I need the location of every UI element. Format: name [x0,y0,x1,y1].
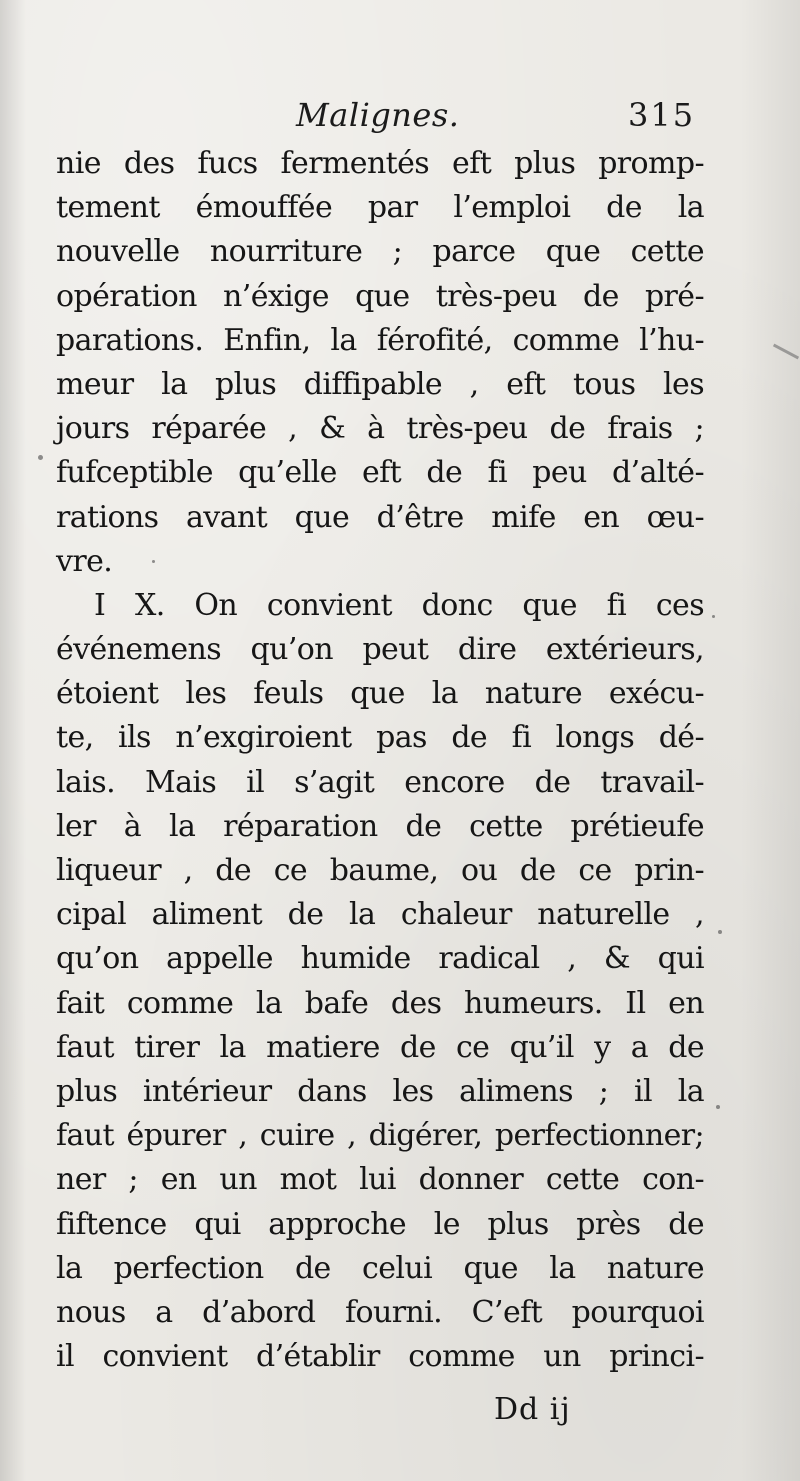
text-line: nouvelle nourriture ; parce que cette [56,234,704,270]
text-line: ner ; en un mot lui donner cette con- [56,1162,704,1198]
paper-speck [718,930,722,934]
text-line: fiftence qui approche le plus près de [56,1206,704,1242]
page-number: 315 [628,96,696,134]
binding-shadow [0,0,26,1481]
signature-mark: Dd ij [494,1392,571,1427]
text-line: faut épurer , cuire , digérer, perfectionner; [56,1118,704,1154]
text-line: événemens qu’on peut dire extérieurs, [56,632,704,668]
text-line: la perfection de celui que la nature [56,1250,704,1286]
text-line: rations avant que d’être mife en œu- [56,499,704,535]
text-line: plus intérieur dans les alimens ; il la [56,1073,704,1109]
text-line: parations. Enfin, la férofité, comme l’hu- [56,322,704,358]
text-line: vre. [56,543,113,579]
text-line: tement émouffée par l’emploi de la [56,190,704,226]
text-line: nie des fucs fermentés eft plus promp- [56,146,704,181]
text-line: ler à la réparation de cette prétieufe [56,808,704,844]
text-line: te, ils n’exgiroient pas de fi longs dé- [56,720,704,756]
page-header [0,96,800,146]
section-start-line: I X. On convient donc que fi ces [94,587,704,623]
text-line: meur la plus diffipable , eft tous les [56,366,704,402]
paper-speck [712,615,715,618]
text-line: faut tirer la matiere de ce qu’il y a de [56,1029,704,1065]
text-line: lais. Mais il s’agit encore de travail- [56,764,704,800]
text-line: il convient d’établir comme un princi- [56,1339,704,1375]
text-line: jours réparée , & à très-peu de frais ; [56,411,704,447]
page-edge-shadow [740,0,800,1481]
text-line: fait comme la bafe des humeurs. Il en [56,985,704,1021]
text-line: fufceptible qu’elle eft de fi peu d’alté- [56,455,704,491]
text-line: qu’on appelle humide radical , & qui [56,941,704,977]
running-head: Malignes. [296,96,460,134]
text-line: opération n’éxige que très-peu de pré- [56,278,704,314]
body-text [56,142,704,1379]
paper-speck [38,455,43,460]
paper-speck [716,1105,720,1109]
text-line: nous a d’abord fourni. C’eft pourquoi [56,1294,704,1330]
text-line: liqueur , de ce baume, ou de ce prin- [56,853,704,888]
text-line: cipal aliment de la chaleur naturelle , [56,897,704,933]
text-line: étoient les feuls que la nature exécu- [56,676,704,712]
paper-speck [152,560,155,563]
